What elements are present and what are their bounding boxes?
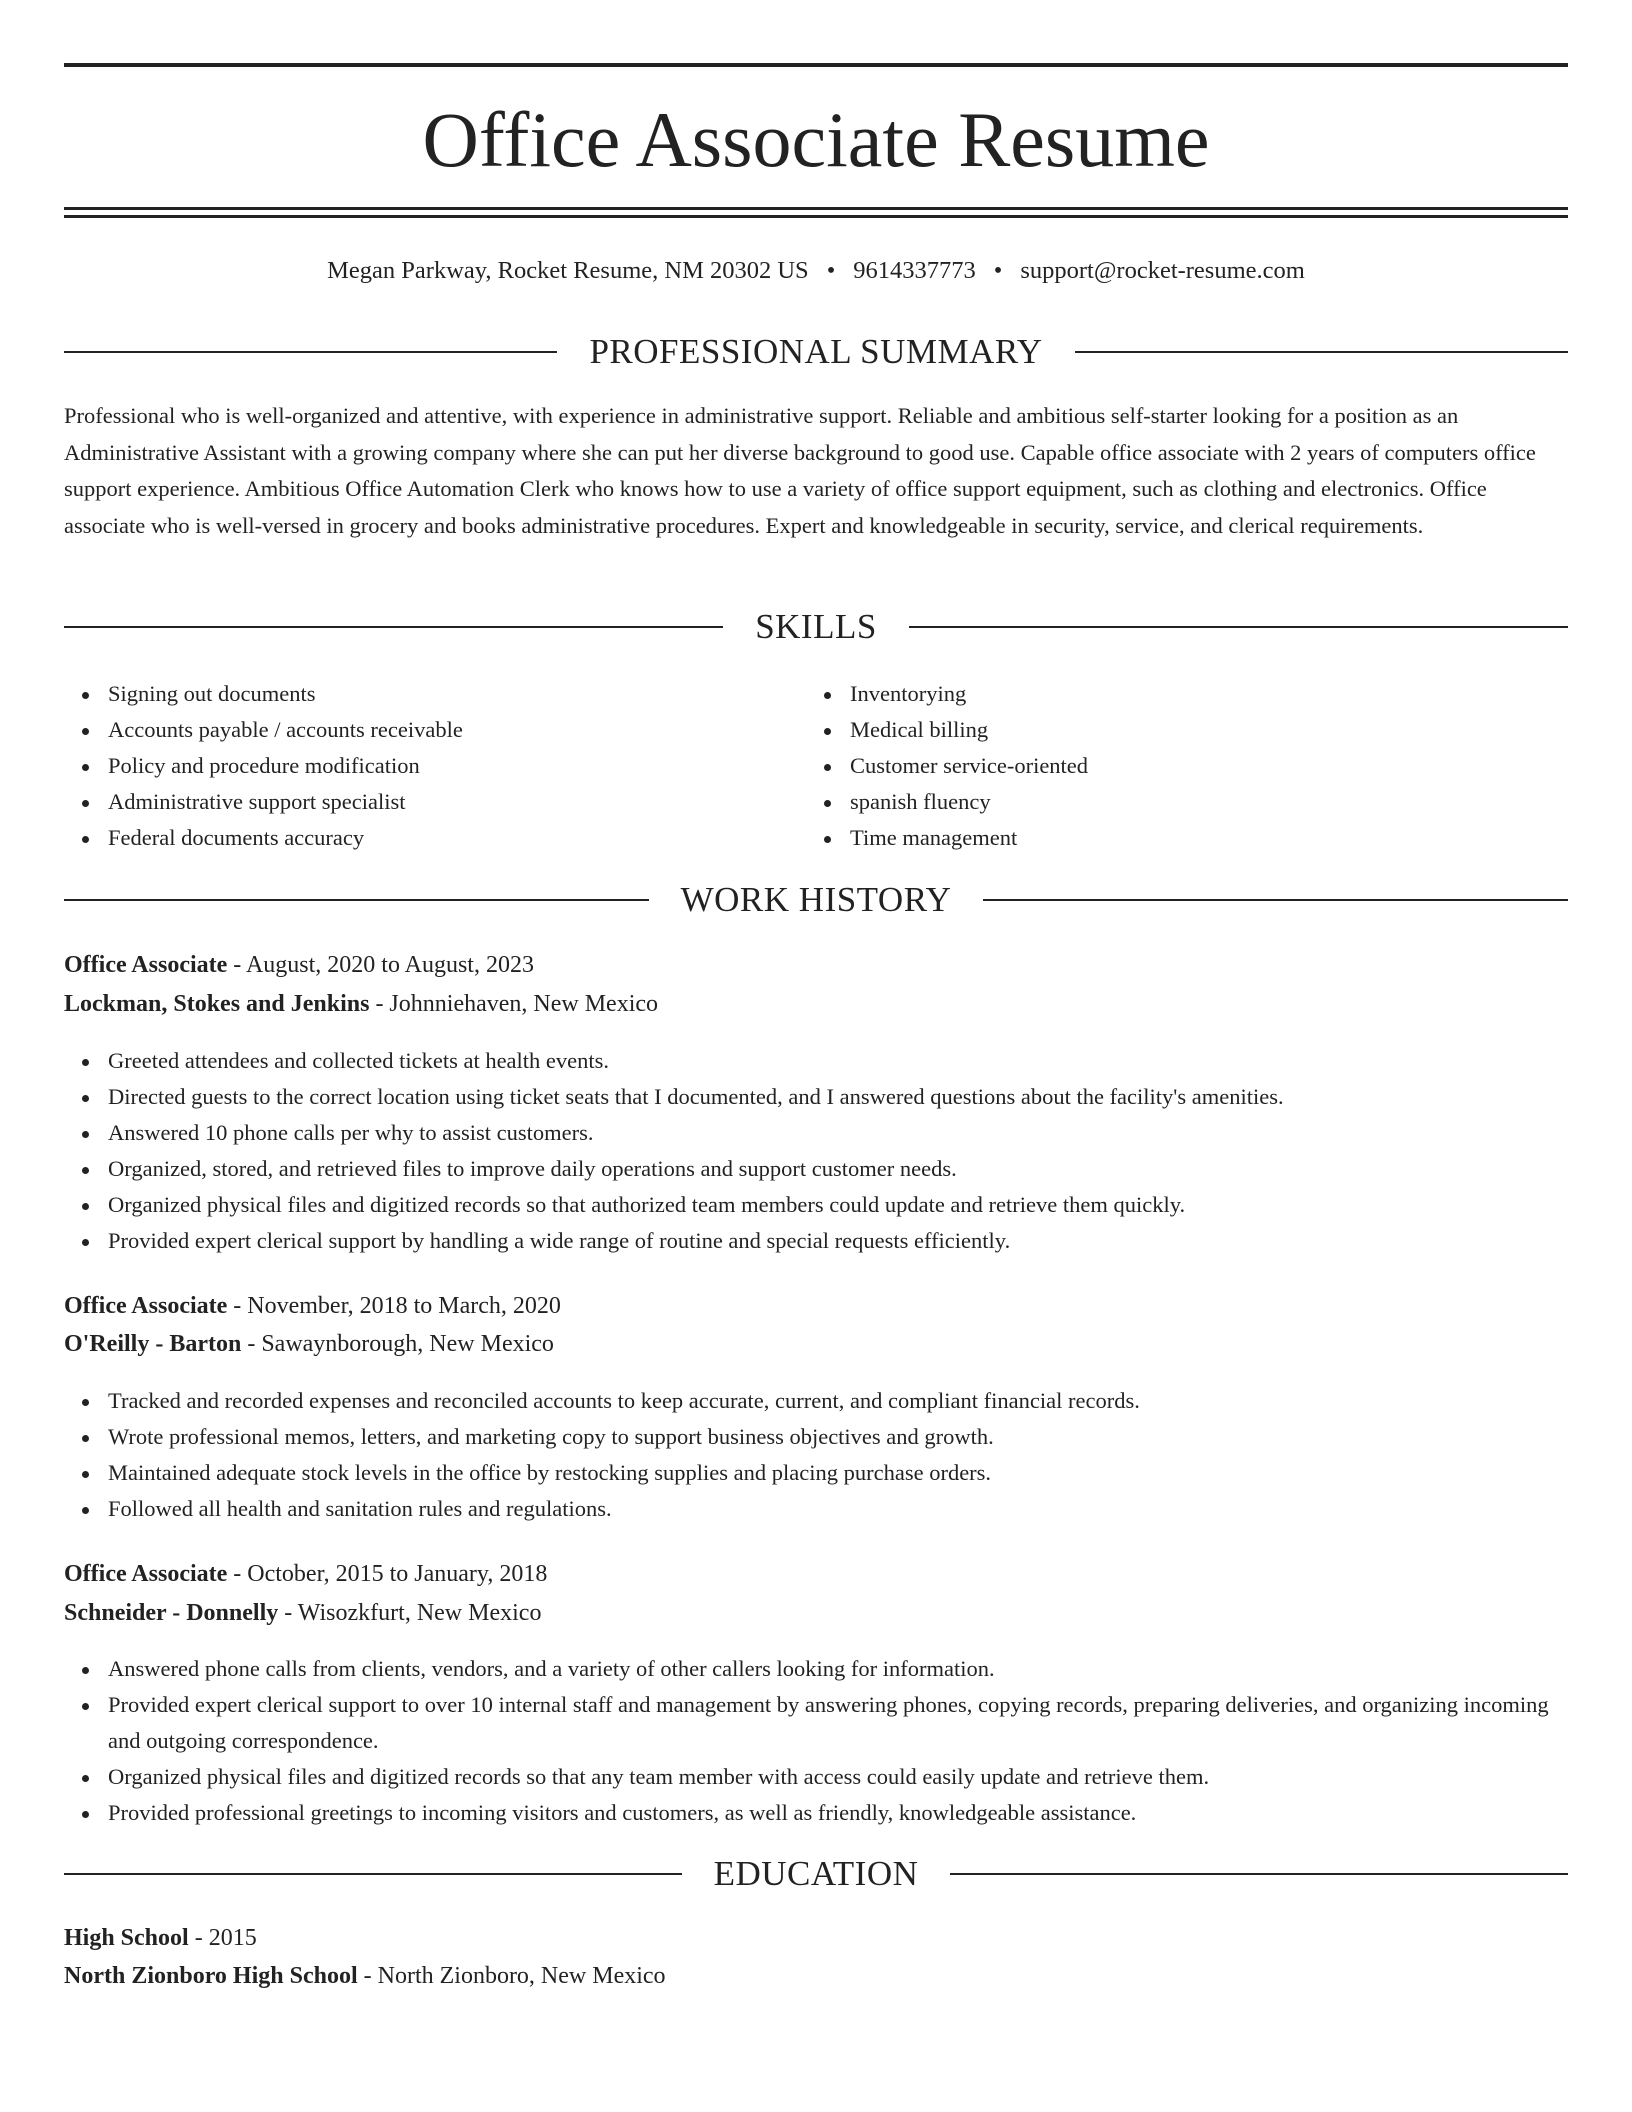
job-bullet: Maintained adequate stock levels in the office by restocking supplies and placing purchase orders. [108,1455,1568,1491]
skills-column-left [64,676,806,856]
job-dates: - October, 2015 to January, 2018 [227,1561,548,1587]
job-bullet: Answered phone calls from clients, vendors, and a variety of other callers looking for information. [108,1651,1568,1687]
skill-item: Policy and procedure modification [108,748,806,784]
job-title-line [64,1290,1568,1322]
job-company-line [64,1328,1568,1360]
skill-item: Inventorying [850,676,1548,712]
skills-heading [64,605,1568,649]
job-bullet: Wrote professional memos, letters, and marketing copy to support business objectives and growth. [108,1419,1568,1455]
heading-rule [64,351,557,353]
job-bullets [64,1651,1568,1831]
skill-item: Signing out documents [108,676,806,712]
job-title-line [64,1558,1568,1590]
heading-rule [1075,351,1568,353]
job-company-line [64,1597,1568,1629]
job-bullet: Organized physical files and digitized records so that any team member with access could easily update and retrieve them. [108,1759,1568,1795]
job-location: - Sawaynborough, New Mexico [241,1331,554,1357]
job-company-line [64,988,1568,1020]
skill-item: Administrative support specialist [108,784,806,820]
heading-rule [64,626,723,628]
education-location: - North Zionboro, New Mexico [357,1963,666,1989]
education-degree-line [64,1922,1568,1954]
education-heading-label: EDUCATION [713,1854,919,1893]
job-location: - Johnniehaven, New Mexico [369,991,659,1017]
job-company: O'Reilly - Barton [64,1331,242,1357]
title-rule-lower [64,215,1568,218]
skills-column-right [806,676,1548,856]
job-bullet: Directed guests to the correct location using ticket seats that I documented, and I answered questions about the facility's amenities. [108,1079,1568,1115]
summary-heading [64,330,1568,374]
job-bullet: Organized, stored, and retrieved files to improve daily operations and support customer needs. [108,1151,1568,1187]
job-bullet: Provided expert clerical support to over 10 internal staff and management by answering phones, copying records, preparing deliveries, and organizing incoming and outgoing correspondence. [108,1687,1568,1759]
heading-rule [909,626,1568,628]
skill-item: Accounts payable / accounts receivable [108,712,806,748]
title-rule-upper [64,207,1568,210]
contact-separator: • [826,257,836,284]
skills-list [64,676,1568,856]
job-title: Office Associate [64,1293,228,1319]
skill-item: Customer service-oriented [850,748,1548,784]
job-bullet: Provided expert clerical support by handling a wide range of routine and special requests efficiently. [108,1223,1568,1259]
work-heading [64,878,1568,922]
skill-item: Time management [850,820,1548,856]
heading-rule [64,899,649,901]
job-title: Office Associate [64,1561,228,1587]
skill-item: Federal documents accuracy [108,820,806,856]
skill-item: spanish fluency [850,784,1548,820]
education-school: North Zionboro High School [64,1963,358,1989]
job-bullet: Greeted attendees and collected tickets at health events. [108,1043,1568,1079]
education-school-line [64,1960,1568,1992]
job-bullet: Tracked and recorded expenses and reconciled accounts to keep accurate, current, and compliant financial records. [108,1383,1568,1419]
contact-phone: 9614337773 [853,257,976,284]
job-dates: - August, 2020 to August, 2023 [227,952,534,978]
contact-line [64,255,1568,287]
job-bullet: Organized physical files and digitized records so that authorized team members could update and retrieve them quickly. [108,1187,1568,1223]
work-heading-label: WORK HISTORY [680,880,952,919]
top-rule [64,63,1568,67]
skill-item: Medical billing [850,712,1548,748]
job-bullets [64,1383,1568,1527]
heading-rule [983,899,1568,901]
skills-heading-label: SKILLS [755,607,877,646]
resume-title: Office Associate Resume [422,96,1210,183]
summary-text: Professional who is well-organized and attentive, with experience in administrative support. Reliable and ambitious self-starter looking for a position as an Administrative Assistant with a growing company where she can put her diverse background to good use. Capable office associate with 2 years of computers office support experience. Ambitious Office Automation Clerk who knows how to use a variety of office support equipment, such as clothing and electronics. Office associate who is well-versed in grocery and books administrative procedures. Expert and knowledgeable in security, service, and clerical requirements. [64,403,1536,538]
contact-email: support@rocket-resume.com [1020,257,1305,284]
education-heading [64,1852,1568,1896]
heading-rule [950,1873,1568,1875]
heading-rule [64,1873,682,1875]
job-dates: - November, 2018 to March, 2020 [227,1293,561,1319]
contact-address: Megan Parkway, Rocket Resume, NM 20302 US [327,257,809,284]
job-company: Schneider - Donnelly [64,1600,279,1626]
job-title-line [64,949,1568,981]
job-bullet: Answered 10 phone calls per why to assist customers. [108,1115,1568,1151]
job-title: Office Associate [64,952,228,978]
job-bullet: Followed all health and sanitation rules and regulations. [108,1491,1568,1527]
job-company: Lockman, Stokes and Jenkins [64,991,370,1017]
job-bullet: Provided professional greetings to incoming visitors and customers, as well as friendly, knowledgeable assistance. [108,1795,1568,1831]
education-year: - 2015 [188,1925,257,1951]
contact-separator: • [993,257,1003,284]
job-bullets [64,1043,1568,1259]
education-degree: High School [64,1925,189,1951]
summary-heading-label: PROFESSIONAL SUMMARY [589,332,1043,371]
job-location: - Wisozkfurt, New Mexico [278,1600,542,1626]
